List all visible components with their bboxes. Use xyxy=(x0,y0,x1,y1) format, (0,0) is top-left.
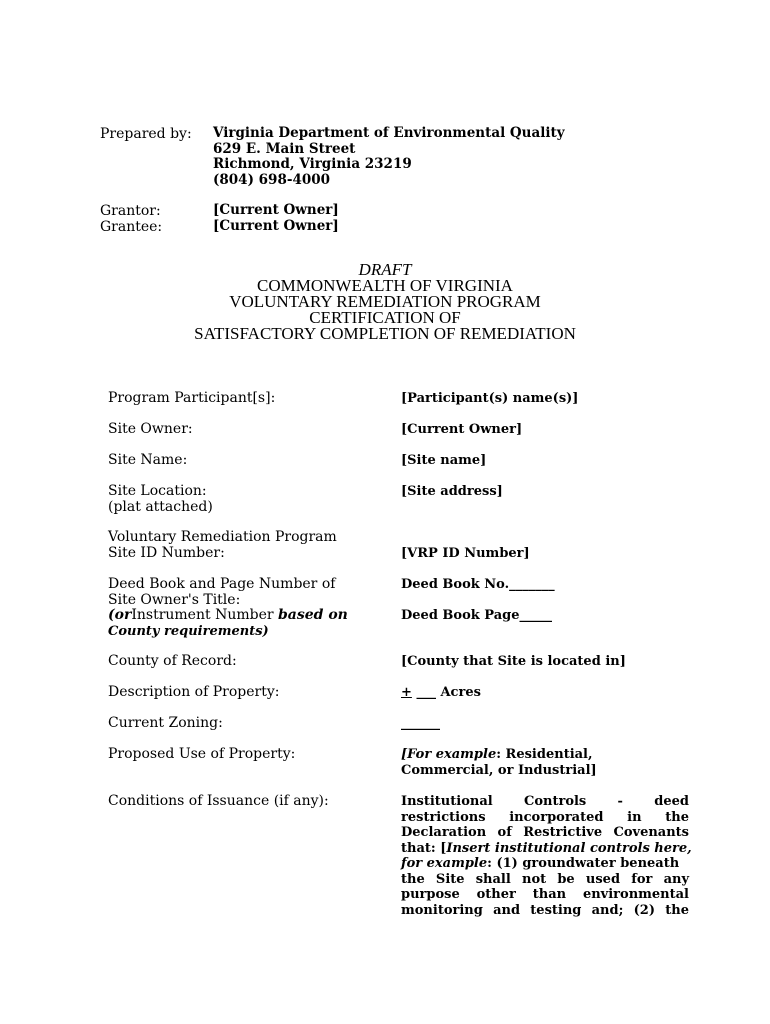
proposed-use-value xyxy=(401,747,691,778)
conditions-for-example: for example xyxy=(401,856,488,871)
prepared-by-line: Richmond, Virginia 23219 xyxy=(213,156,412,172)
conditions-rest: : (1) groundwater beneath xyxy=(487,856,680,871)
site-owner-label: Site Owner: xyxy=(108,421,193,437)
deed-page-value: Deed Book Page_____ xyxy=(401,608,553,623)
county-label: County of Record: xyxy=(108,653,237,669)
site-location-value: [Site address] xyxy=(401,484,503,499)
title-line: COMMONWEALTH OF VIRGINIA xyxy=(257,276,513,295)
grantee-label: Grantee: xyxy=(100,219,163,235)
vrp-id-value: [VRP ID Number] xyxy=(401,546,530,561)
deed-label-line: Deed Book and Page Number of xyxy=(108,576,336,592)
conditions-line: restrictions incorporated in the xyxy=(401,809,689,825)
proposed-use-rest: : Residential, xyxy=(496,747,593,762)
prepared-by-line: Virginia Department of Environmental Quality xyxy=(213,125,565,141)
zoning-label: Current Zoning: xyxy=(108,715,223,731)
document-title xyxy=(0,262,770,342)
grantee-value: [Current Owner] xyxy=(213,218,339,234)
site-location-label-text: Site Location: xyxy=(108,483,207,499)
proposed-use-label: Proposed Use of Property: xyxy=(108,746,296,762)
site-location-label xyxy=(108,484,378,515)
title-line: CERTIFICATION OF xyxy=(309,308,461,327)
site-name-value: [Site name] xyxy=(401,453,487,468)
description-value xyxy=(401,685,691,701)
deed-instrument: Instrument Number xyxy=(131,607,274,623)
site-name-label: Site Name: xyxy=(108,452,188,468)
participant-label: Program Participant[s]: xyxy=(108,390,276,406)
prepared-by-label: Prepared by: xyxy=(100,126,192,142)
vrp-id-label xyxy=(108,530,378,561)
vrp-id-label-line: Voluntary Remediation Program xyxy=(108,529,337,545)
draft-label: DRAFT xyxy=(358,260,412,279)
prepared-by-line: (804) 698-4000 xyxy=(213,171,331,188)
deed-or: (or xyxy=(108,607,132,623)
conditions-value xyxy=(401,794,692,918)
conditions-insert: Insert institutional controls here, xyxy=(446,840,692,856)
participant-value: [Participant(s) name(s)] xyxy=(401,391,579,406)
deed-county-req: County requirements) xyxy=(108,623,269,639)
conditions-line xyxy=(401,840,692,857)
conditions-line: monitoring and testing and; (2) the xyxy=(401,902,689,918)
site-location-sub: (plat attached) xyxy=(108,498,213,515)
proposed-use-line xyxy=(401,747,691,763)
title-line: VOLUNTARY REMEDIATION PROGRAM xyxy=(229,292,541,311)
deed-label xyxy=(108,577,378,639)
vrp-id-label-line: Site ID Number: xyxy=(108,544,225,561)
grantor-value: [Current Owner] xyxy=(213,202,339,218)
county-value: [County that Site is located in] xyxy=(401,654,626,669)
conditions-line xyxy=(401,856,689,872)
title-line: SATISFACTORY COMPLETION OF REMEDIATION xyxy=(194,324,576,343)
conditions-line: Declaration of Restrictive Covenants xyxy=(401,825,689,840)
prepared-by-line: 629 E. Main Street xyxy=(213,140,356,157)
deed-label-instrument xyxy=(108,608,378,624)
conditions-that: that: [ xyxy=(401,840,447,856)
for-example-text: [For example xyxy=(401,747,497,762)
description-label: Description of Property: xyxy=(108,684,280,700)
conditions-line: the Site shall not be used for any xyxy=(401,871,689,887)
prepared-by-block xyxy=(213,126,565,188)
plus-minus-sign: + xyxy=(401,685,412,700)
proposed-use-line: Commercial, or Industrial] xyxy=(401,762,597,778)
zoning-value: ______ xyxy=(401,716,440,731)
grantor-label: Grantor: xyxy=(100,203,161,219)
conditions-label: Conditions of Issuance (if any): xyxy=(108,793,329,809)
deed-book-value: Deed Book No._______ xyxy=(401,577,555,592)
deed-based-on: based on xyxy=(278,607,348,623)
conditions-line: purpose other than environmental xyxy=(401,887,689,902)
deed-label-line: Site Owner's Title: xyxy=(108,591,241,608)
conditions-line: Institutional Controls - deed xyxy=(401,794,689,809)
site-owner-value: [Current Owner] xyxy=(401,422,523,437)
acres-text: ___ Acres xyxy=(416,685,481,700)
